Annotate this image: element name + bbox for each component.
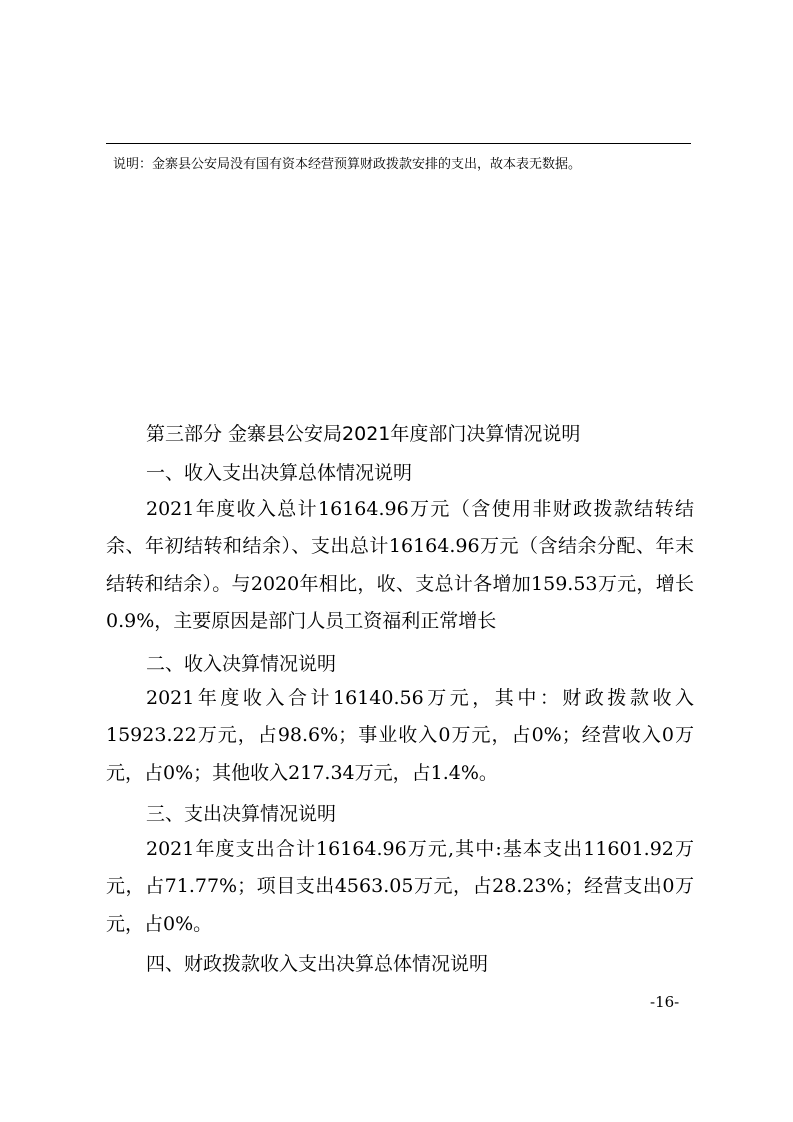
section-heading-2: 二、收入决算情况说明 bbox=[146, 653, 337, 675]
table-note: 说明：金寨县公安局没有国有资本经营预算财政拨款安排的支出，故本表无数据。 bbox=[113, 157, 582, 172]
section-paragraph-3: 2021年度支出合计16164.96万元,其中:基本支出11601.92万元，占71.77%；项目支出4563.05万元，占28.23%；经营支出0万元，占0%。 bbox=[106, 838, 694, 935]
section-heading-1: 一、收入支出决算总体情况说明 bbox=[146, 462, 413, 484]
section-heading-3: 三、支出决算情况说明 bbox=[146, 803, 337, 825]
section-paragraph-2: 2021年度收入合计16140.56万元，其中：财政拨款收入15923.22万元，占98.6%；事业收入0万元，占0%；经营收入0万元，占0%；其他收入217.34万元，占1.4%。 bbox=[106, 687, 694, 784]
top-divider bbox=[106, 143, 691, 144]
page-number: -16- bbox=[650, 993, 680, 1011]
part-title: 第三部分 金寨县公安局2021年度部门决算情况说明 bbox=[146, 423, 581, 445]
section-paragraph-1: 2021年度收入总计16164.96万元（含使用非财政拨款结转结余、年初结转和结余）、支出总计16164.96万元（含结余分配、年末结转和结余）。与2020年相比，收、支总计各增加159.53万元，增长0.9%，主要原因是部门人员工资福利正常增长 bbox=[106, 498, 694, 632]
section-heading-4: 四、财政拨款收入支出决算总体情况说明 bbox=[146, 953, 489, 975]
